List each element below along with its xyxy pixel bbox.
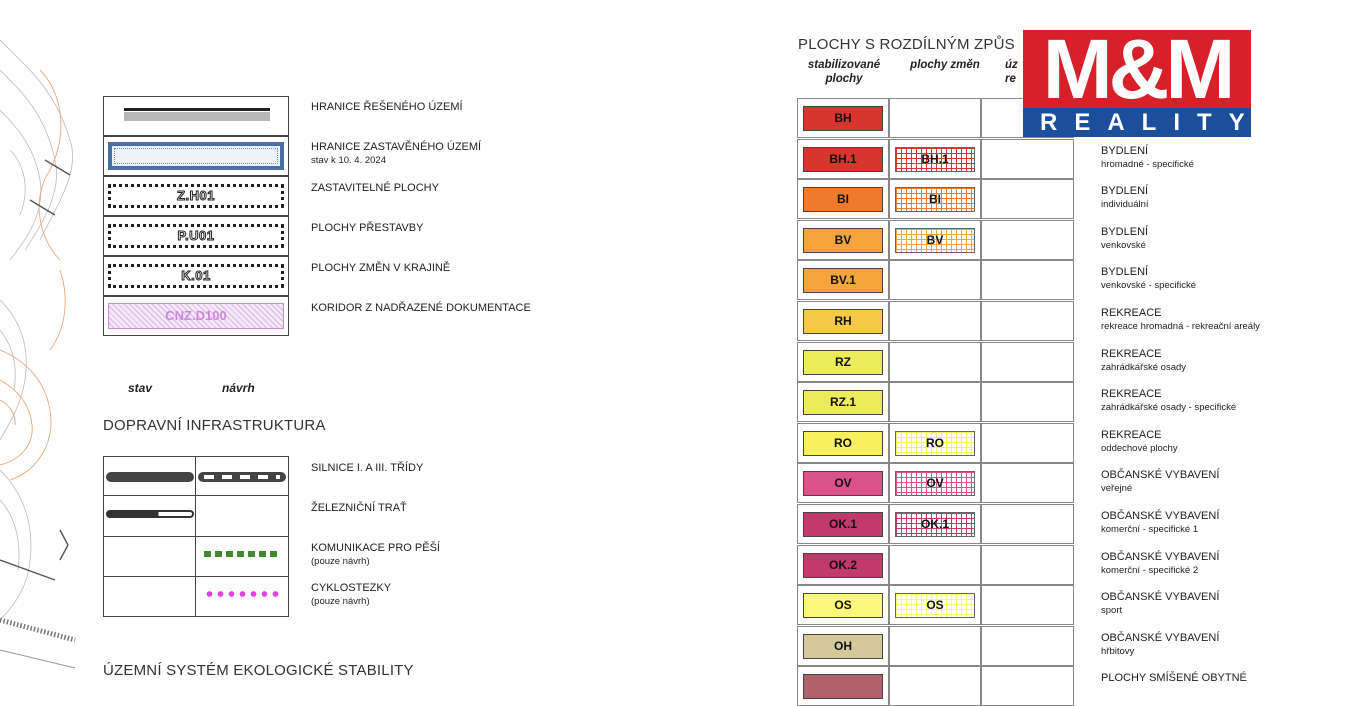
land-use-label-title: REKREACE <box>1101 348 1162 360</box>
cell-changes <box>889 301 981 341</box>
land-use-label-sub: individuální <box>1101 199 1149 210</box>
land-use-change-badge: OV <box>895 471 975 496</box>
land-use-label <box>1101 591 1219 617</box>
legend-label: HRANICE ZASTAVĚNÉHO ÚZEMÍ stav k 10. 4. 2024 <box>311 141 482 166</box>
land-use-label <box>1101 388 1236 414</box>
land-use-code-badge: OK.2 <box>803 553 883 578</box>
land-use-label-title: PLOCHY SMÍŠENÉ OBYTNÉ <box>1101 672 1247 684</box>
land-use-label-title: OBČANSKÉ VYBAVENÍ <box>1101 591 1220 603</box>
cell-stabilized <box>797 382 889 422</box>
cell-regulation <box>981 463 1074 503</box>
land-use-code-badge: OS <box>803 593 883 618</box>
cell-regulation <box>981 545 1074 585</box>
land-use-label <box>1101 145 1194 171</box>
land-use-heading: PLOCHY S ROZDÍLNÝM ZPŮS <box>798 36 1015 53</box>
land-use-code-badge: RO <box>803 431 883 456</box>
land-use-label <box>1101 469 1219 495</box>
land-use-label-sub: venkovské <box>1101 240 1146 251</box>
land-use-label-sub: rekreace hromadná - rekreační areály <box>1101 321 1260 332</box>
land-use-change-badge: BI <box>895 187 975 212</box>
cell-changes <box>889 463 981 503</box>
cell-regulation <box>981 585 1074 625</box>
code-label: Z.H01 <box>108 184 284 208</box>
cell-stabilized <box>797 545 889 585</box>
cell-regulation <box>981 626 1074 666</box>
code-label: P.U01 <box>108 224 284 248</box>
land-use-label-sub: venkovské - specifické <box>1101 280 1197 291</box>
land-use-label-title: OBČANSKÉ VYBAVENÍ <box>1101 510 1220 522</box>
land-use-code-badge: RH <box>803 309 883 334</box>
cell-stabilized <box>797 260 889 300</box>
land-use-label <box>1101 348 1186 374</box>
cell-changes <box>889 666 981 706</box>
transport-label: SILNICE I. A III. TŘÍDY <box>311 462 424 474</box>
land-use-label-sub: komerční - specifické 1 <box>1101 524 1199 535</box>
cell-regulation <box>981 179 1074 219</box>
cell-changes <box>889 382 981 422</box>
land-use-label <box>1101 551 1219 577</box>
cell-changes <box>889 423 981 463</box>
cell-stabilized <box>797 423 889 463</box>
cell-stabilized <box>797 179 889 219</box>
land-use-label-title: OBČANSKÉ VYBAVENÍ <box>1101 632 1220 644</box>
cell-regulation <box>981 504 1074 544</box>
transport-label: ŽELEZNIČNÍ TRAŤ <box>311 502 407 514</box>
column-header-stav: stav <box>128 381 153 395</box>
contour-map-fragment <box>0 0 80 687</box>
land-use-label <box>1101 226 1148 252</box>
land-use-label-sub: hromadné - specifické <box>1101 159 1194 170</box>
land-use-label-title: REKREACE <box>1101 429 1162 441</box>
land-use-code-badge: OH <box>803 634 883 659</box>
transport-label: KOMUNIKACE PRO PĚŠÍ (pouze návrh) <box>311 542 440 567</box>
land-use-label <box>1101 307 1260 333</box>
logo-brand: M&M <box>1023 30 1251 108</box>
cell-changes <box>889 545 981 585</box>
column-header-third: úz re <box>1005 59 1018 85</box>
land-use-label <box>1101 672 1247 685</box>
land-use-label <box>1101 632 1219 658</box>
land-use-label-sub: zahrádkářské osady - specifické <box>1101 402 1237 413</box>
land-use-code-badge: BV <box>803 228 883 253</box>
transport-label: CYKLOSTEZKY (pouze návrh) <box>311 582 392 607</box>
land-use-code-badge: BH.1 <box>803 147 883 172</box>
cell-changes <box>889 179 981 219</box>
land-use-label-sub: komerční - specifické 2 <box>1101 565 1199 576</box>
land-use-label-title: OBČANSKÉ VYBAVENÍ <box>1101 469 1220 481</box>
legend-label: PLOCHY PŘESTAVBY <box>311 222 424 234</box>
land-use-code-badge: RZ <box>803 350 883 375</box>
legend-label: KORIDOR Z NADŘAZENÉ DOKUMENTACE <box>311 302 531 314</box>
land-use-code-badge: BI <box>803 187 883 212</box>
column-header-navrh: návrh <box>222 381 255 395</box>
land-use-label <box>1101 510 1219 536</box>
land-use-label-sub: hřbitovy <box>1101 646 1135 657</box>
cell-regulation <box>981 382 1074 422</box>
cell-stabilized <box>797 504 889 544</box>
cell-stabilized <box>797 139 889 179</box>
land-use-change-badge: OK.1 <box>895 512 975 537</box>
land-use-label-title: BYDLENÍ <box>1101 185 1149 197</box>
land-use-label-title: BYDLENÍ <box>1101 226 1149 238</box>
cell-stabilized <box>797 342 889 382</box>
land-use-code-badge: BV.1 <box>803 268 883 293</box>
land-use-code-badge: RZ.1 <box>803 390 883 415</box>
land-use-label-sub: zahrádkářské osady <box>1101 362 1187 373</box>
land-use-label-title: REKREACE <box>1101 307 1162 319</box>
transport-table <box>103 456 289 617</box>
legend-label: PLOCHY ZMĚN V KRAJINĚ <box>311 262 451 274</box>
logo-tagline: REALITY <box>1023 108 1251 137</box>
legend-symbol-built-up-boundary <box>103 136 289 176</box>
cell-changes <box>889 139 981 179</box>
land-use-label-title: REKREACE <box>1101 388 1162 400</box>
land-use-label-sub: oddechové plochy <box>1101 443 1178 454</box>
section-heading-uses: ÚZEMNÍ SYSTÉM EKOLOGICKÉ STABILITY <box>103 662 414 679</box>
land-use-change-badge: RO <box>895 431 975 456</box>
cell-stabilized <box>797 463 889 503</box>
cell-regulation <box>981 342 1074 382</box>
legend-symbol-boundary <box>103 96 289 136</box>
cell-stabilized <box>797 626 889 666</box>
cell-regulation <box>981 423 1074 463</box>
land-use-label-title: OBČANSKÉ VYBAVENÍ <box>1101 551 1220 563</box>
cell-regulation <box>981 260 1074 300</box>
cell-changes <box>889 342 981 382</box>
cell-stabilized <box>797 98 889 138</box>
cell-regulation <box>981 666 1074 706</box>
cell-stabilized <box>797 666 889 706</box>
cell-regulation <box>981 139 1074 179</box>
land-use-label-sub: sport <box>1101 605 1123 616</box>
cell-stabilized <box>797 301 889 341</box>
land-use-change-badge: BV <box>895 228 975 253</box>
cell-changes <box>889 626 981 666</box>
land-use-label <box>1101 429 1178 455</box>
cell-changes <box>889 98 981 138</box>
legend-label: ZASTAVITELNÉ PLOCHY <box>311 182 439 194</box>
cell-changes <box>889 585 981 625</box>
section-heading-transport: DOPRAVNÍ INFRASTRUKTURA <box>103 417 326 434</box>
cell-changes <box>889 504 981 544</box>
land-use-label-title: BYDLENÍ <box>1101 266 1149 278</box>
cell-changes <box>889 220 981 260</box>
column-header-stabilized: stabilizované plochy <box>807 59 881 85</box>
cell-regulation <box>981 301 1074 341</box>
cell-changes <box>889 260 981 300</box>
land-use-change-badge: BH.1 <box>895 147 975 172</box>
land-use-label-sub: veřejné <box>1101 483 1133 494</box>
land-use-code-badge: BH <box>803 106 883 131</box>
legend-symbol-landscape-changes <box>103 256 289 296</box>
cell-regulation <box>981 220 1074 260</box>
logo <box>1023 30 1262 137</box>
code-label: K.01 <box>108 264 284 288</box>
legend-symbol-buildable-areas <box>103 176 289 216</box>
land-use-label-title: BYDLENÍ <box>1101 145 1149 157</box>
column-header-changes: plochy změn <box>910 59 980 71</box>
cell-stabilized <box>797 220 889 260</box>
legend-label: HRANICE ŘEŠENÉHO ÚZEMÍ <box>311 101 463 113</box>
land-use-label <box>1101 266 1196 292</box>
legend-symbol-corridor <box>103 296 289 336</box>
land-use-code-badge: OV <box>803 471 883 496</box>
land-use-label <box>1101 185 1149 211</box>
land-use-change-badge: OS <box>895 593 975 618</box>
land-use-code-badge: OK.1 <box>803 512 883 537</box>
code-label: CNZ.D100 <box>108 303 284 329</box>
cell-stabilized <box>797 585 889 625</box>
legend-symbol-redevelopment <box>103 216 289 256</box>
